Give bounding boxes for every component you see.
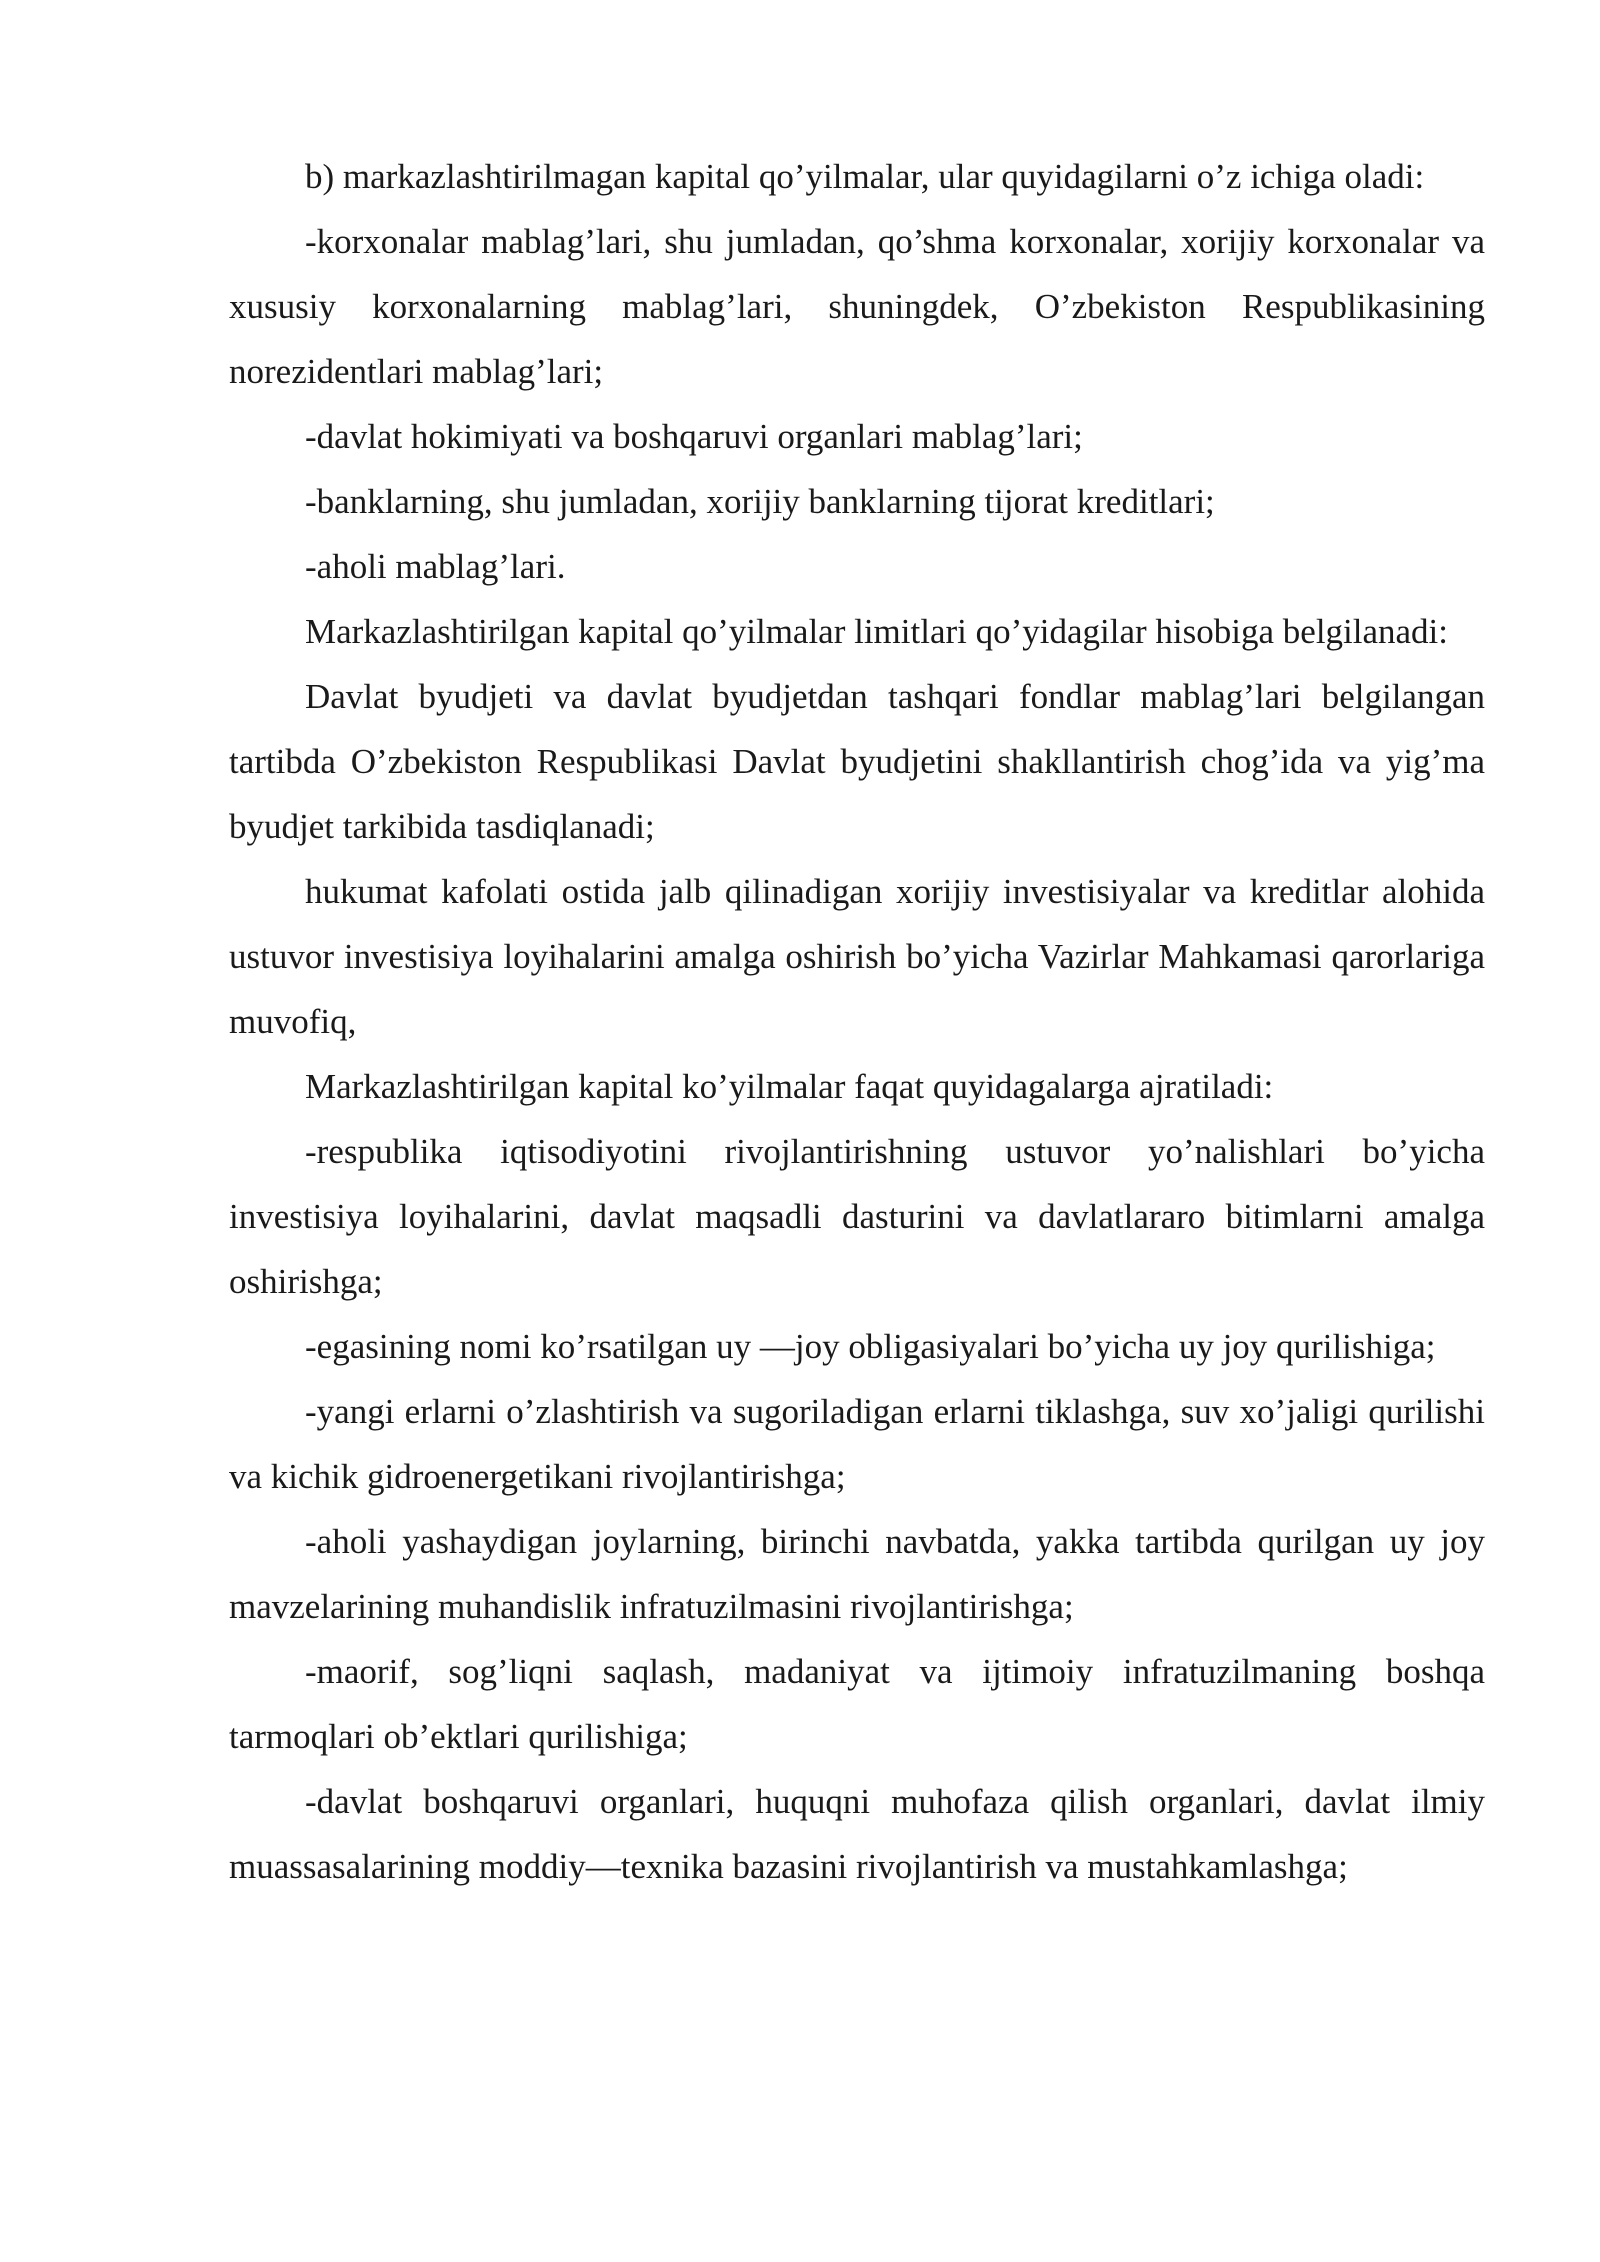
list-item-residential-infrastructure: -aholi yashaydigan joylarning, birinchi navbatda, yakka tartibda qurilgan uy joy mavzelarining muhandislik infratuzilmasini rivojlantirishga; [229, 1522, 1485, 1626]
list-item-land-irrigation: -yangi erlarni o’zlashtirish va sugoriladigan erlarni tiklashga, suv xo’jaligi qurilishi va kichik gidroenergetikani rivojlantirishga; [229, 1392, 1485, 1496]
list-item-housing-bonds: -egasining nomi ko’rsatilgan uy —joy obligasiyalari bo’yicha uy joy qurilishiga; [305, 1327, 1436, 1366]
paragraph-enterprise-funds: -korxonalar mablag’lari, shu jumladan, qo’shma korxonalar, xorijiy korxonalar va xususiy korxonalarning mablag’lari, shuningdek, O’zbekiston Respublikasining norezidentlari mablag’lari; [229, 222, 1485, 391]
paragraph-centralized-limits: Markazlashtirilgan kapital qo’yilmalar limitlari qo’yidagilar hisobiga belgilanadi: [305, 612, 1449, 651]
list-item-social-objects: -maorif, sog’liqni saqlash, madaniyat va ijtimoiy infratuzilmaning boshqa tarmoqlari ob’ektlari qurilishiga; [229, 1652, 1485, 1756]
list-item-state-institutions: -davlat boshqaruvi organlari, huquqni muhofaza qilish organlari, davlat ilmiy muassasalarining moddiy—texnika bazasini rivojlantirish va mustahkamlashga; [229, 1782, 1485, 1886]
list-item-economy-development: -respublika iqtisodiyotini rivojlantirishning ustuvor yo’nalishlari bo’yicha investisiya loyihalarini, davlat maqsadli dasturini va davlatlararo bitimlarni amalga oshirishga; [229, 1132, 1485, 1301]
paragraph-government-guarantee: hukumat kafolati ostida jalb qilinadigan xorijiy investisiyalar va kreditlar alohida ustuvor investisiya loyihalarini amalga oshirish bo’yicha Vazirlar Mahkamasi qarorlariga muvofiq, [229, 872, 1485, 1041]
document-body [229, 144, 1485, 1899]
paragraph-centralized-allocation: Markazlashtirilgan kapital ko’yilmalar faqat quyidagalarga ajratiladi: [305, 1067, 1274, 1106]
paragraph-bank-credits: -banklarning, shu jumladan, xorijiy banklarning tijorat kreditlari; [305, 482, 1215, 521]
paragraph-government-bodies-funds: -davlat hokimiyati va boshqaruvi organlari mablag’lari; [305, 417, 1083, 456]
paragraph-population-funds: -aholi mablag’lari. [305, 547, 566, 586]
paragraph-item-b-decentralized: b) markazlashtirilmagan kapital qo’yilmalar, ular quyidagilarni o’z ichiga oladi: [305, 157, 1425, 196]
paragraph-state-budget: Davlat byudjeti va davlat byudjetdan tashqari fondlar mablag’lari belgilangan tartibda O’zbekiston Respublikasi Davlat byudjetini shakllantirish chog’ida va yig’ma byudjet tarkibida tasdiqlanadi; [229, 677, 1485, 846]
